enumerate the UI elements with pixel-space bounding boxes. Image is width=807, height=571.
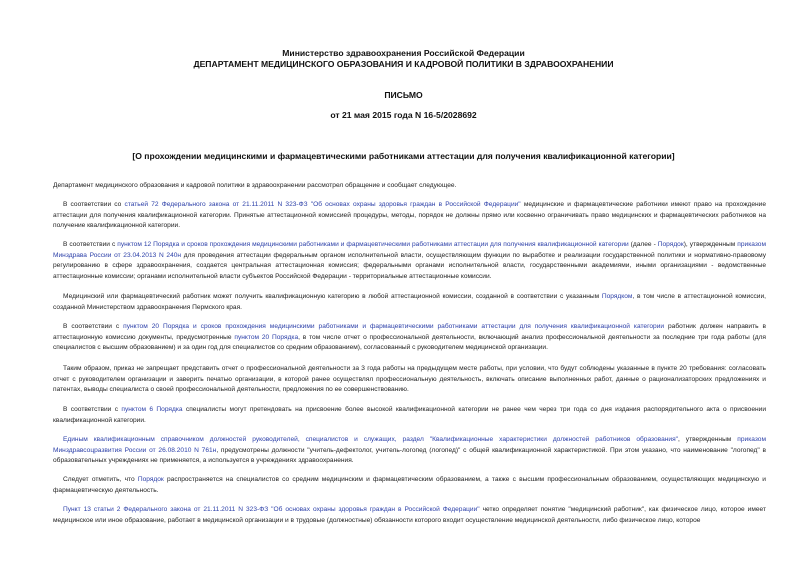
paragraph-10	[53, 505, 766, 526]
document-link[interactable]: Единым квалификационным справочником должностей руководителей, специалистов и служащих, раздел "Квалификационные характеристики должностей работников образования"	[63, 436, 678, 443]
department-name: ДЕПАРТАМЕНТ МЕДИЦИНСКОГО ОБРАЗОВАНИЯ И КАДРОВОЙ ПОЛИТИКИ В ЗДРАВООХРАНЕНИИ	[193, 59, 614, 69]
paragraph-text: , предусмотрены должности "учитель-дефектолог, учитель-логопед (логопед)" с общей квалификационной характеристикой. При этом указано, что наименование "логопед" в образовательных учреждениях не применяется, а используется в учреждениях здравоохранения.	[53, 446, 766, 465]
paragraph-text: работник должен направить в аттестационную комиссию документы, предусмотренные	[53, 323, 767, 341]
paragraph-text: Медицинский или фармацевтический работник может получить квалификационную категорию в любой аттестационной комиссии, созданной в соответствии с указанным	[63, 293, 602, 300]
paragraph-text: В соответствии с	[63, 323, 124, 330]
document-title: [О прохождении медицинскими и фармацевтическими работниками аттестации для получения квалификационной категории]	[132, 151, 675, 161]
paragraph-text: четко определяет понятие "медицинский работник", как физическое лицо, которое имеет медицинское или иное образование, работает в медицинской организации и в трудовые (должностные) обязанности которого входит осуществление медицинской деятельности, либо физическое лицо, которое	[53, 506, 766, 524]
paragraph-text: В соответствии с	[63, 406, 122, 413]
paragraph-text: (далее -	[628, 241, 658, 248]
document-link[interactable]: Порядком	[601, 293, 633, 300]
document-link[interactable]: приказом Минздрава России от 23.04.2013 N 240н	[53, 241, 766, 259]
paragraph-6	[53, 364, 766, 396]
document-type: ПИСЬМО	[384, 90, 423, 100]
paragraph-2	[53, 200, 766, 232]
paragraph-text: распространяется на специалистов со средним медицинским и фармацевтическим образованием, а также с высшим профессиональным образованием, осуществляющих медицинскую и фармацевтическую деятельность.	[53, 476, 766, 494]
document-link[interactable]: пунктом 20 Порядка	[234, 333, 299, 341]
paragraph-text: для проведения аттестации федеральным органом исполнительной власти, осуществляющим функции по выработке и реализации государственной политики и нормативно-правовому регулированию в сфере здравоохранения, создается центральная аттестационная комиссия; федеральными органами исполнительной власти, государственными академиями, иными организациями - ведомственные аттестационные комиссии; органами исполнительной власти субъектов Российской Федерации - территориальные аттестационные комиссии.	[53, 251, 766, 280]
document-link[interactable]: статьей 72 Федерального закона от 21.11.2011 N 323-ФЗ "Об основах охраны здоровья граждан в Российской Федерации"	[124, 201, 521, 208]
paragraph-text: В соответствии с	[63, 241, 118, 248]
paragraph-text: Следует отметить, что	[63, 476, 138, 483]
paragraph-4	[53, 292, 766, 313]
document-link[interactable]: Порядок	[657, 241, 684, 248]
paragraph-9	[53, 475, 766, 496]
document-link[interactable]: Порядок	[137, 476, 164, 483]
paragraph-1	[53, 181, 766, 192]
paragraph-text: , в том числе отчет о профессиональной деятельности, включающий анализ профессиональной деятельности за последние три года работы (для специалистов с высшим образованием) и за один год для специалистов со средним образованием), согласованный с руководителем медицинской организации.	[53, 333, 767, 352]
paragraph-text: Департамент медицинского образования и кадровой политики в здравоохранении рассмотрел обращение и сообщает следующее.	[53, 182, 457, 189]
document-link[interactable]: Пункт 13 статьи 2 Федерального закона от 21.11.2011 N 323-ФЗ "Об основах охраны здоровья граждан в Российской Федерации"	[63, 506, 480, 513]
paragraph-3	[53, 240, 766, 282]
paragraph-5	[53, 322, 766, 354]
paragraph-text: Таким образом, приказ не запрещает представить отчет о профессиональной деятельности за 3 года работы на предыдущем месте работы, при условии, что будут соблюдены указанные в пункте 20 требования: согласовать отчет с руководителем организации и заверить печатью организации, в которой ранее осуществлял профессиональную деятельность, включать описание выполненных работ, данные о рационализаторских предложениях и патентах, выводы специалиста о своей профессиональной деятельности, предложения по ее совершенствованию.	[53, 365, 766, 394]
paragraph-text: ), утвержденным	[683, 241, 738, 248]
ministry-name: Министерство здравоохранения Российской Федерации	[282, 48, 525, 58]
paragraph-8	[53, 435, 766, 467]
paragraph-text: медицинские и фармацевтические работники имеют право на прохождение аттестации для получения квалификационной категории. Принятые аттестационной комиссией процедуры, методы, порядок не должны прямо или косвенно ограничивать право медицинских и фармацевтических работников на получение квалификационной категории.	[53, 201, 766, 230]
paragraph-7	[53, 405, 766, 426]
document-link[interactable]: пунктом 6 Порядка	[121, 406, 183, 413]
paragraph-text: специалисты могут претендовать на присвоение более высокой квалификационной категории не ранее чем через три года со дня издания распорядительного акта о присвоении квалификационной категории.	[53, 406, 767, 424]
document-link[interactable]: пунктом 12 Порядка и сроков прохождения медицинскими работниками и фармацевтическими работниками аттестации для получения квалификационной категории	[117, 241, 629, 248]
paragraph-text: , утвержденным	[678, 436, 738, 443]
document-link[interactable]: пунктом 20 Порядка и сроков прохождения медицинскими работниками и фармацевтическими работниками аттестации для получения квалификационной категории	[123, 323, 665, 330]
document-link[interactable]: приказом Минздравсоцразвития России от 26.08.2010 N 761н	[53, 436, 766, 454]
paragraph-text: В соответствии со	[63, 201, 125, 208]
document-date-number: от 21 мая 2015 года N 16-5/2028692	[330, 110, 477, 120]
paragraph-text: , в том числе в аттестационной комиссии, созданной Министерством здравоохранения Пермского края.	[53, 293, 766, 311]
